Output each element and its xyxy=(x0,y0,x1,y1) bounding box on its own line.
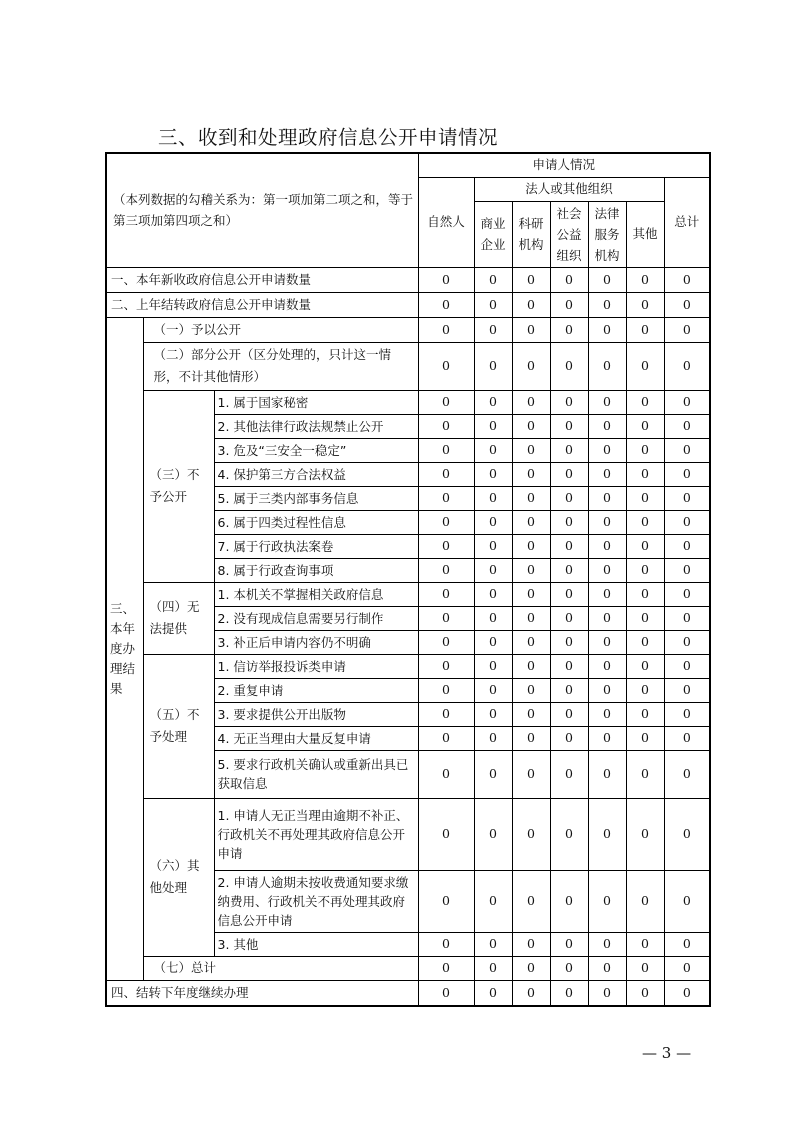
item-label: 8. 属于行政查询事项 xyxy=(214,558,418,582)
value-cell: 0 xyxy=(626,486,664,510)
value-cell: 0 xyxy=(474,292,512,317)
value-cell: 0 xyxy=(474,438,512,462)
value-cell: 0 xyxy=(588,438,626,462)
item-label: 3. 补正后申请内容仍不明确 xyxy=(214,630,418,654)
item-label: 1. 申请人无正当理由逾期不补正、行政机关不再处理其政府信息公开申请 xyxy=(214,798,418,870)
page-title: 三、收到和处理政府信息公开申请情况 xyxy=(158,126,499,149)
value-cell: 0 xyxy=(474,630,512,654)
table-row xyxy=(106,798,710,870)
value-cell: 0 xyxy=(418,292,474,317)
item-label: 5. 属于三类内部事务信息 xyxy=(214,486,418,510)
value-cell: 0 xyxy=(474,342,512,390)
header-commercial: 商业企业 xyxy=(474,201,512,267)
value-cell: 0 xyxy=(626,342,664,390)
value-cell: 0 xyxy=(418,678,474,702)
value-cell: 0 xyxy=(418,267,474,292)
value-cell: 0 xyxy=(418,390,474,414)
value-cell: 0 xyxy=(588,558,626,582)
value-cell: 0 xyxy=(512,678,550,702)
value-cell: 0 xyxy=(664,462,710,486)
value-cell: 0 xyxy=(550,956,588,980)
header-other: 其他 xyxy=(626,201,664,267)
value-cell: 0 xyxy=(588,870,626,932)
group-label: （一）予以公开 xyxy=(143,317,418,342)
value-cell: 0 xyxy=(418,726,474,750)
value-cell: 0 xyxy=(588,510,626,534)
item-label: 3. 危及“三安全一稳定” xyxy=(214,438,418,462)
value-cell: 0 xyxy=(512,702,550,726)
value-cell: 0 xyxy=(474,486,512,510)
value-cell: 0 xyxy=(418,750,474,798)
value-cell: 0 xyxy=(512,390,550,414)
item-label: 3. 其他 xyxy=(214,932,418,956)
value-cell: 0 xyxy=(474,702,512,726)
value-cell: 0 xyxy=(512,292,550,317)
value-cell: 0 xyxy=(512,414,550,438)
value-cell: 0 xyxy=(626,932,664,956)
value-cell: 0 xyxy=(474,390,512,414)
header-note: （本列数据的勾稽关系为：第一项加第二项之和，等于第三项加第四项之和） xyxy=(113,192,414,229)
table-row xyxy=(106,267,710,292)
value-cell: 0 xyxy=(512,558,550,582)
value-cell: 0 xyxy=(418,414,474,438)
group-label: （六）其他处理 xyxy=(143,798,214,956)
value-cell: 0 xyxy=(418,956,474,980)
table-row xyxy=(106,582,710,606)
value-cell: 0 xyxy=(550,726,588,750)
value-cell: 0 xyxy=(588,606,626,630)
value-cell: 0 xyxy=(550,630,588,654)
value-cell: 0 xyxy=(626,726,664,750)
group-label: （七）总计 xyxy=(143,956,418,980)
value-cell: 0 xyxy=(664,292,710,317)
value-cell: 0 xyxy=(418,630,474,654)
value-cell: 0 xyxy=(588,292,626,317)
value-cell: 0 xyxy=(664,630,710,654)
value-cell: 0 xyxy=(626,798,664,870)
table-row xyxy=(106,654,710,678)
table-row xyxy=(106,342,710,390)
item-label: 1. 本机关不掌握相关政府信息 xyxy=(214,582,418,606)
value-cell: 0 xyxy=(512,267,550,292)
value-cell: 0 xyxy=(664,956,710,980)
value-cell: 0 xyxy=(474,582,512,606)
value-cell: 0 xyxy=(418,510,474,534)
header-legal-service: 法律服务机构 xyxy=(588,201,626,267)
value-cell: 0 xyxy=(512,606,550,630)
value-cell: 0 xyxy=(512,342,550,390)
value-cell: 0 xyxy=(418,870,474,932)
item-label: 5. 要求行政机关确认或重新出具已获取信息 xyxy=(214,750,418,798)
value-cell: 0 xyxy=(588,317,626,342)
value-cell: 0 xyxy=(626,510,664,534)
header-research: 科研机构 xyxy=(512,201,550,267)
group-label: （三）不予公开 xyxy=(143,390,214,582)
value-cell: 0 xyxy=(626,750,664,798)
value-cell: 0 xyxy=(474,870,512,932)
item-label: 3. 要求提供公开出版物 xyxy=(214,702,418,726)
value-cell: 0 xyxy=(664,414,710,438)
value-cell: 0 xyxy=(588,726,626,750)
value-cell: 0 xyxy=(512,510,550,534)
value-cell: 0 xyxy=(512,980,550,1006)
value-cell: 0 xyxy=(550,678,588,702)
value-cell: 0 xyxy=(664,798,710,870)
value-cell: 0 xyxy=(550,654,588,678)
row-label: 四、结转下年度继续办理 xyxy=(106,980,418,1006)
item-label: 4. 保护第三方合法权益 xyxy=(214,462,418,486)
value-cell: 0 xyxy=(588,932,626,956)
value-cell: 0 xyxy=(588,534,626,558)
value-cell: 0 xyxy=(512,726,550,750)
item-label: 4. 无正当理由大量反复申请 xyxy=(214,726,418,750)
value-cell: 0 xyxy=(418,702,474,726)
item-label: 7. 属于行政执法案卷 xyxy=(214,534,418,558)
header-total: 总计 xyxy=(664,177,710,267)
row-label: 一、本年新收政府信息公开申请数量 xyxy=(106,267,418,292)
value-cell: 0 xyxy=(664,558,710,582)
value-cell: 0 xyxy=(664,390,710,414)
header-social: 社会公益组织 xyxy=(550,201,588,267)
value-cell: 0 xyxy=(626,317,664,342)
table-row xyxy=(106,390,710,414)
value-cell: 0 xyxy=(512,534,550,558)
value-cell: 0 xyxy=(664,750,710,798)
value-cell: 0 xyxy=(626,534,664,558)
value-cell: 0 xyxy=(418,932,474,956)
value-cell: 0 xyxy=(550,292,588,317)
group-label: （五）不予处理 xyxy=(143,654,214,798)
value-cell: 0 xyxy=(550,606,588,630)
value-cell: 0 xyxy=(474,726,512,750)
item-label: 2. 没有现成信息需要另行制作 xyxy=(214,606,418,630)
value-cell: 0 xyxy=(664,534,710,558)
value-cell: 0 xyxy=(664,678,710,702)
value-cell: 0 xyxy=(626,702,664,726)
header-natural-person: 自然人 xyxy=(418,177,474,267)
value-cell: 0 xyxy=(588,582,626,606)
table-row xyxy=(106,292,710,317)
value-cell: 0 xyxy=(626,870,664,932)
value-cell: 0 xyxy=(626,292,664,317)
value-cell: 0 xyxy=(418,980,474,1006)
value-cell: 0 xyxy=(664,486,710,510)
value-cell: 0 xyxy=(550,390,588,414)
value-cell: 0 xyxy=(626,414,664,438)
value-cell: 0 xyxy=(474,980,512,1006)
value-cell: 0 xyxy=(626,462,664,486)
value-cell: 0 xyxy=(664,438,710,462)
value-cell: 0 xyxy=(664,582,710,606)
value-cell: 0 xyxy=(588,956,626,980)
header-legal-group: 法人或其他组织 xyxy=(474,177,664,201)
value-cell: 0 xyxy=(550,582,588,606)
value-cell: 0 xyxy=(664,317,710,342)
value-cell: 0 xyxy=(474,558,512,582)
value-cell: 0 xyxy=(588,798,626,870)
value-cell: 0 xyxy=(474,267,512,292)
table-row xyxy=(106,980,710,1006)
value-cell: 0 xyxy=(474,654,512,678)
value-cell: 0 xyxy=(512,438,550,462)
value-cell: 0 xyxy=(512,956,550,980)
value-cell: 0 xyxy=(626,956,664,980)
value-cell: 0 xyxy=(512,630,550,654)
value-cell: 0 xyxy=(550,702,588,726)
value-cell: 0 xyxy=(418,462,474,486)
value-cell: 0 xyxy=(418,534,474,558)
item-label: 2. 申请人逾期未按收费通知要求缴纳费用、行政机关不再处理其政府信息公开申请 xyxy=(214,870,418,932)
value-cell: 0 xyxy=(550,317,588,342)
value-cell: 0 xyxy=(664,726,710,750)
value-cell: 0 xyxy=(418,438,474,462)
value-cell: 0 xyxy=(474,534,512,558)
value-cell: 0 xyxy=(512,870,550,932)
value-cell: 0 xyxy=(474,956,512,980)
value-cell: 0 xyxy=(474,462,512,486)
value-cell: 0 xyxy=(474,798,512,870)
value-cell: 0 xyxy=(588,678,626,702)
value-cell: 0 xyxy=(512,486,550,510)
item-label: 1. 信访举报投诉类申请 xyxy=(214,654,418,678)
value-cell: 0 xyxy=(588,342,626,390)
value-cell: 0 xyxy=(550,342,588,390)
value-cell: 0 xyxy=(550,870,588,932)
value-cell: 0 xyxy=(550,558,588,582)
value-cell: 0 xyxy=(474,510,512,534)
value-cell: 0 xyxy=(512,654,550,678)
value-cell: 0 xyxy=(664,980,710,1006)
value-cell: 0 xyxy=(550,438,588,462)
statistics-table xyxy=(105,152,711,1007)
value-cell: 0 xyxy=(626,390,664,414)
value-cell: 0 xyxy=(664,510,710,534)
value-cell: 0 xyxy=(550,798,588,870)
value-cell: 0 xyxy=(474,414,512,438)
value-cell: 0 xyxy=(626,606,664,630)
value-cell: 0 xyxy=(626,582,664,606)
value-cell: 0 xyxy=(474,317,512,342)
value-cell: 0 xyxy=(550,510,588,534)
value-cell: 0 xyxy=(418,606,474,630)
value-cell: 0 xyxy=(550,462,588,486)
value-cell: 0 xyxy=(512,798,550,870)
value-cell: 0 xyxy=(512,582,550,606)
item-label: 2. 重复申请 xyxy=(214,678,418,702)
value-cell: 0 xyxy=(664,606,710,630)
value-cell: 0 xyxy=(664,870,710,932)
item-label: 2. 其他法律行政法规禁止公开 xyxy=(214,414,418,438)
value-cell: 0 xyxy=(664,267,710,292)
group-label: （四）无法提供 xyxy=(143,582,214,654)
table-row xyxy=(106,317,710,342)
header-note-cell xyxy=(106,153,418,267)
value-cell: 0 xyxy=(626,438,664,462)
value-cell: 0 xyxy=(588,980,626,1006)
value-cell: 0 xyxy=(550,750,588,798)
value-cell: 0 xyxy=(418,654,474,678)
value-cell: 0 xyxy=(550,414,588,438)
value-cell: 0 xyxy=(512,462,550,486)
table-row xyxy=(106,956,710,980)
value-cell: 0 xyxy=(626,678,664,702)
value-cell: 0 xyxy=(588,654,626,678)
value-cell: 0 xyxy=(512,932,550,956)
value-cell: 0 xyxy=(664,702,710,726)
value-cell: 0 xyxy=(474,678,512,702)
value-cell: 0 xyxy=(626,630,664,654)
value-cell: 0 xyxy=(474,932,512,956)
value-cell: 0 xyxy=(664,932,710,956)
value-cell: 0 xyxy=(550,267,588,292)
page-number: — 3 — xyxy=(642,1044,692,1062)
value-cell: 0 xyxy=(588,267,626,292)
row-label: 二、上年结转政府信息公开申请数量 xyxy=(106,292,418,317)
value-cell: 0 xyxy=(626,267,664,292)
value-cell: 0 xyxy=(418,342,474,390)
value-cell: 0 xyxy=(588,630,626,654)
value-cell: 0 xyxy=(550,534,588,558)
section-label: 三、本年度办理结果 xyxy=(106,317,143,980)
value-cell: 0 xyxy=(418,582,474,606)
value-cell: 0 xyxy=(664,654,710,678)
value-cell: 0 xyxy=(512,317,550,342)
item-label: 6. 属于四类过程性信息 xyxy=(214,510,418,534)
value-cell: 0 xyxy=(626,980,664,1006)
value-cell: 0 xyxy=(550,932,588,956)
value-cell: 0 xyxy=(588,390,626,414)
value-cell: 0 xyxy=(588,750,626,798)
value-cell: 0 xyxy=(588,414,626,438)
value-cell: 0 xyxy=(626,654,664,678)
value-cell: 0 xyxy=(588,462,626,486)
value-cell: 0 xyxy=(474,750,512,798)
value-cell: 0 xyxy=(550,980,588,1006)
value-cell: 0 xyxy=(418,558,474,582)
value-cell: 0 xyxy=(550,486,588,510)
value-cell: 0 xyxy=(512,750,550,798)
value-cell: 0 xyxy=(474,606,512,630)
value-cell: 0 xyxy=(418,317,474,342)
value-cell: 0 xyxy=(588,486,626,510)
value-cell: 0 xyxy=(418,486,474,510)
group-label: （二）部分公开（区分处理的，只计这一情形，不计其他情形） xyxy=(143,342,418,390)
value-cell: 0 xyxy=(418,798,474,870)
header-applicant: 申请人情况 xyxy=(418,153,710,177)
item-label: 1. 属于国家秘密 xyxy=(214,390,418,414)
value-cell: 0 xyxy=(626,558,664,582)
value-cell: 0 xyxy=(588,702,626,726)
value-cell: 0 xyxy=(664,342,710,390)
